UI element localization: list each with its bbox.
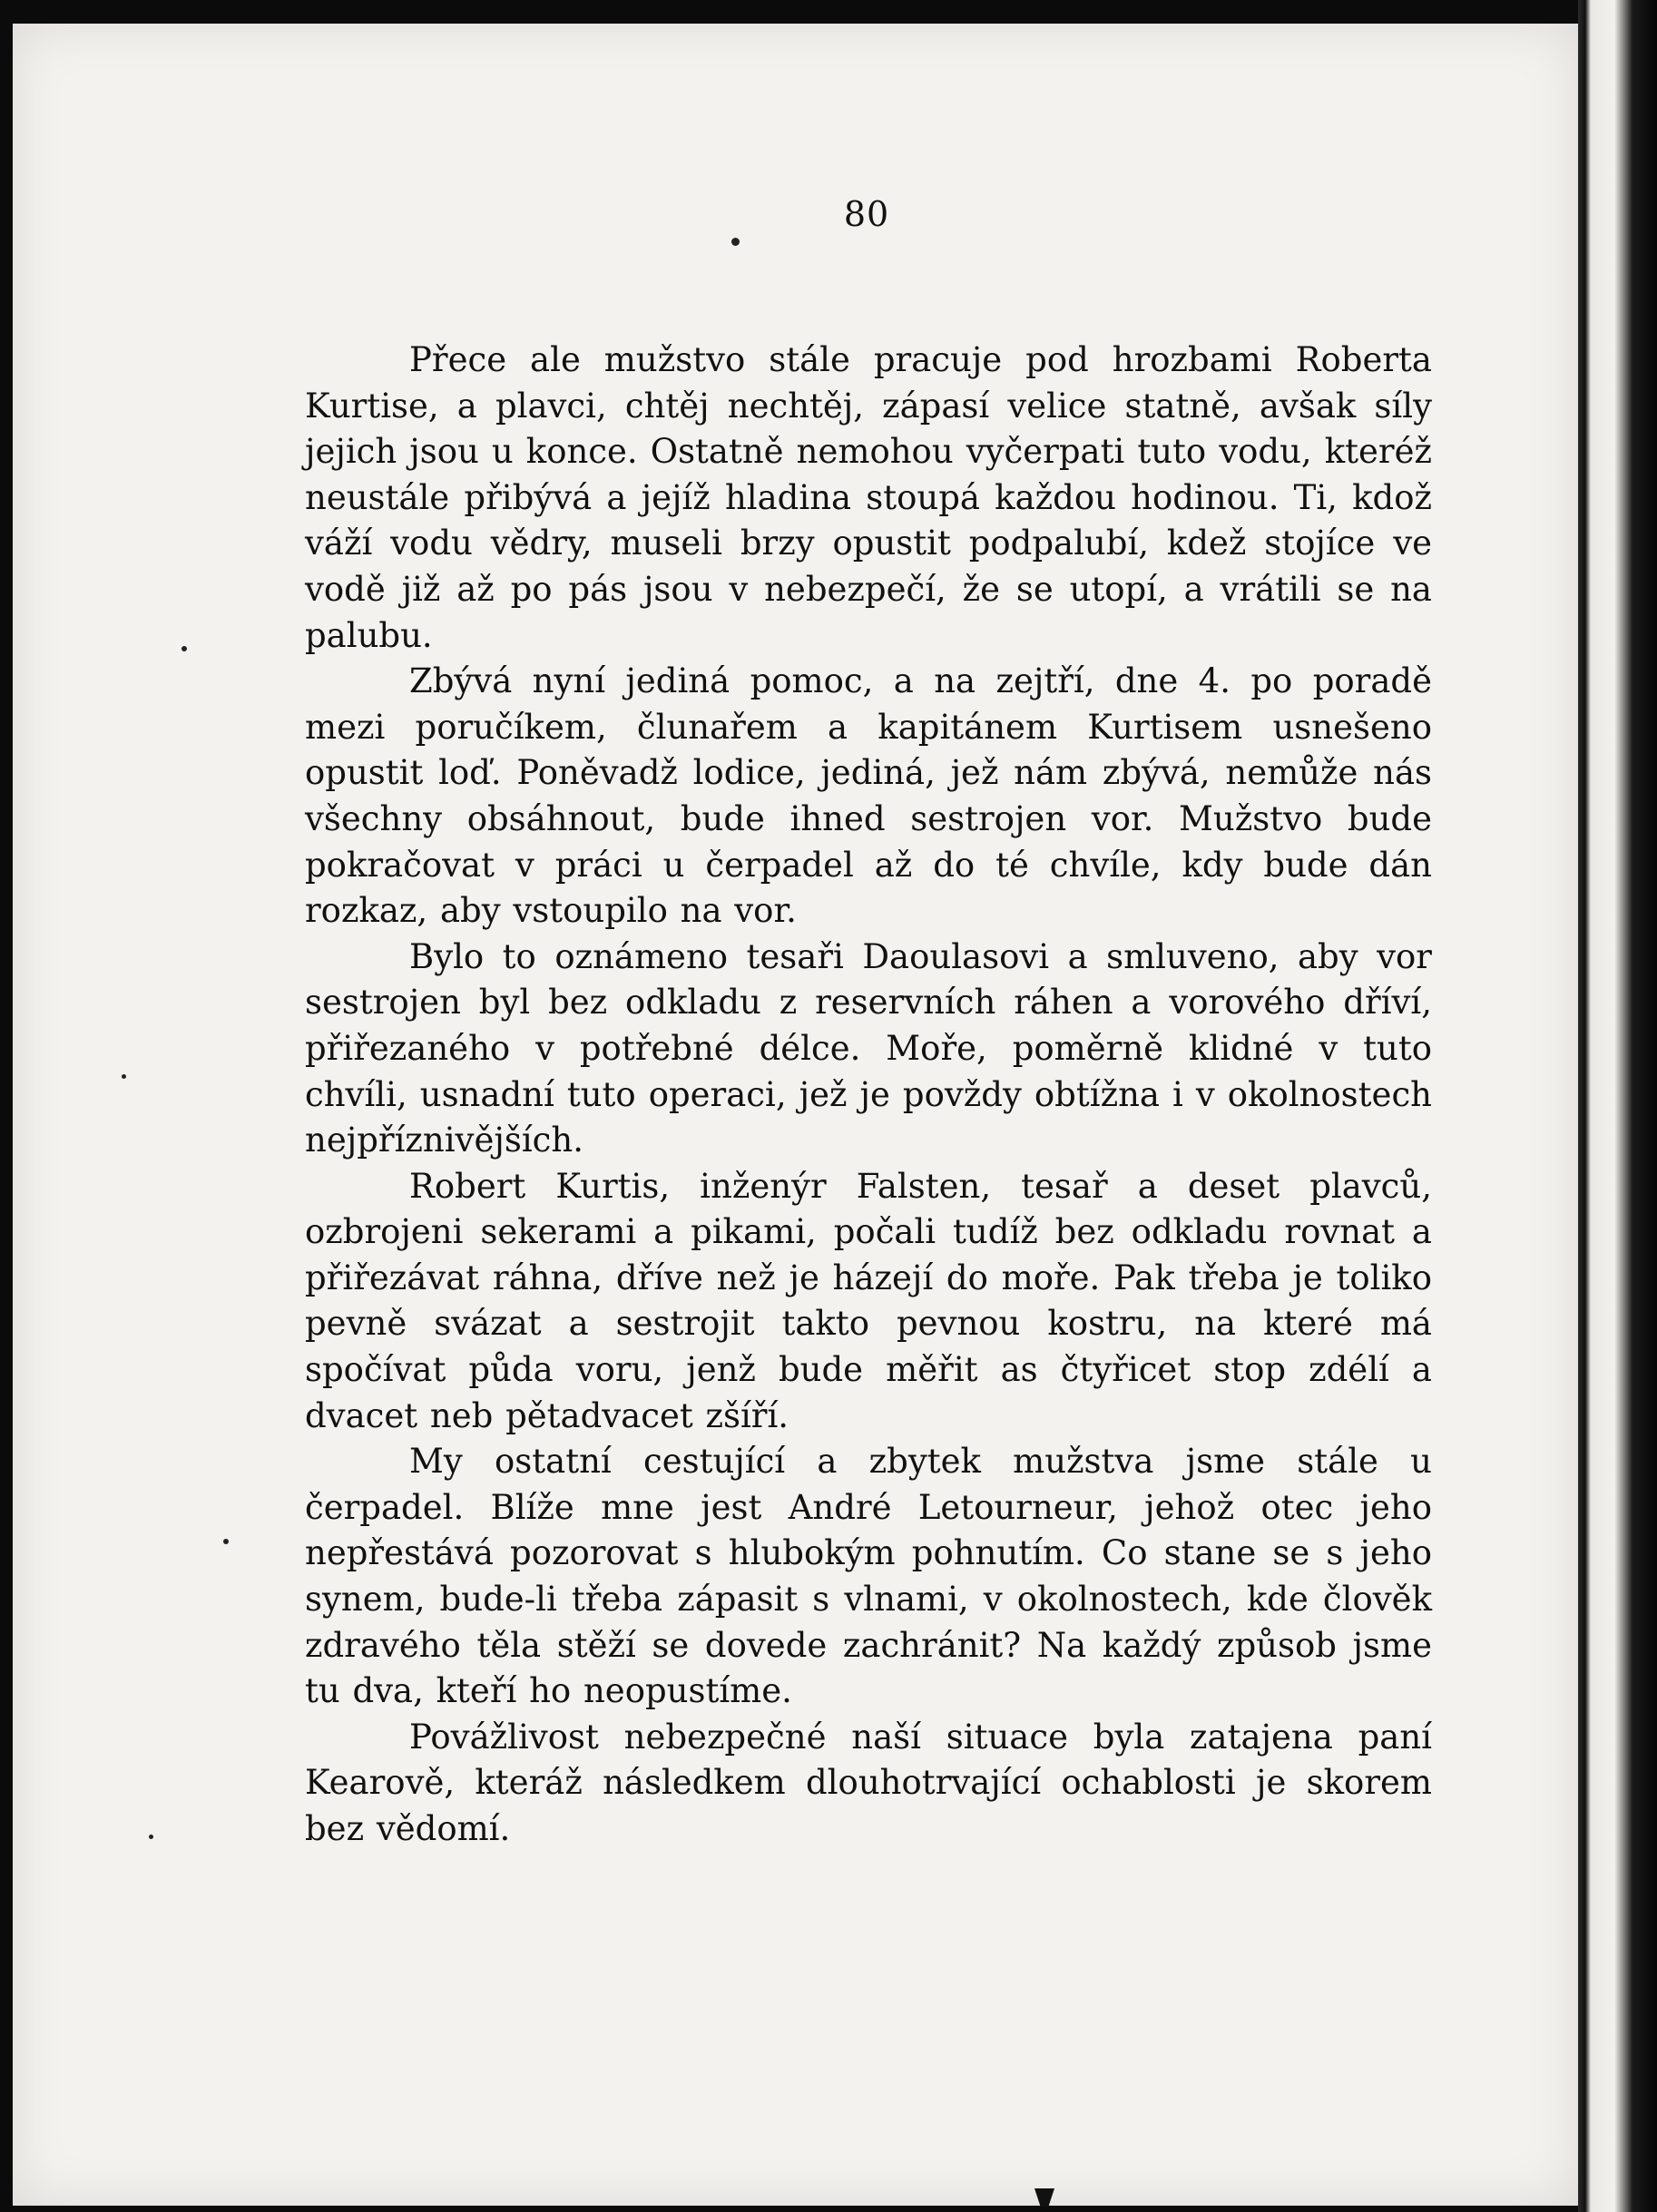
paragraph: My ostatní cestující a zbytek mužstva jsme stále u čerpadel. Blíže mne jest André Letourneur, jehož otec jeho nepřestává pozorovat s hlubokým pohnutím. Co stane se s jeho synem, bude-li třeba zápasit s vlnami, v okolnostech, kde člověk zdravého těla stěží se dovede zachránit? Na každý způsob jsme tu dva, kteří ho neopustíme. [305,1442,1432,1711]
ink-speck [223,1539,229,1544]
ink-speck [122,1074,126,1079]
ink-speck [181,646,187,651]
paragraph: Bylo to oznámeno tesaři Daoulasovi a smluveno, aby vor sestrojen byl bez odkladu z reservních ráhen a vorového dříví, přiřezaného v potřebné délce. Moře, poměrně klidné v tuto chvíli, usnadní tuto operaci, jež je povždy obtížna i v okolnostech nejpříznivějších. [305,936,1432,1160]
paragraph: Zbývá nyní jediná pomoc, a na zejtří, dne 4. po poradě mezi poručíkem, člunařem a kapitánem Kurtisem usnešeno opustit loď. Poněvadž lodice, jediná, jež nám zbývá, nemůže nás všechny obsáhnout, bude ihned sestrojen vor. Mužstvo bude pokračovat v práci u čerpadel až do té chvíle, kdy bude dán rozkaz, aby vstoupilo na vor. [305,661,1432,931]
paragraph: Přece ale mužstvo stále pracuje pod hrozbami Roberta Kurtise, a plavci, chtěj nechtěj, zápasí velice statně, avšak síly jejich jsou u konce. Ostatně nemohou vyčerpati tuto vodu, kteréž neustále přibývá a jejíž hladina stoupá každou hodinou. Ti, kdož váží vodu vědry, museli brzy opustit podpalubí, kdež stojíce ve vodě již až po pás jsou v nebezpečí, že se utopí, a vrátili se na palubu. [305,340,1432,655]
page-edge-shadow [1578,0,1657,2212]
paragraph: Povážlivost nebezpečné naší situace byla zatajena paní Kearově, kteráž následkem dlouhotrvající ochablosti je skorem bez vědomí. [305,1717,1432,1848]
page-number: 80 [843,194,890,234]
ink-speck [149,1835,153,1839]
body-text [305,338,1432,1853]
ink-speck [731,238,740,246]
paragraph: Robert Kurtis, inženýr Falsten, tesař a deset plavců, ozbrojeni sekerami a pikami, počali tudíž bez odkladu rovnat a přiřezávat ráhna, dříve než je házejí do moře. Pak třeba je toliko pevně svázat a sestrojit takto pevnou kostru, na které má spočívat půda voru, jenž bude měřit as čtyřicet stop zdélí a dvacet neb pětadvacet zšíří. [305,1166,1432,1435]
